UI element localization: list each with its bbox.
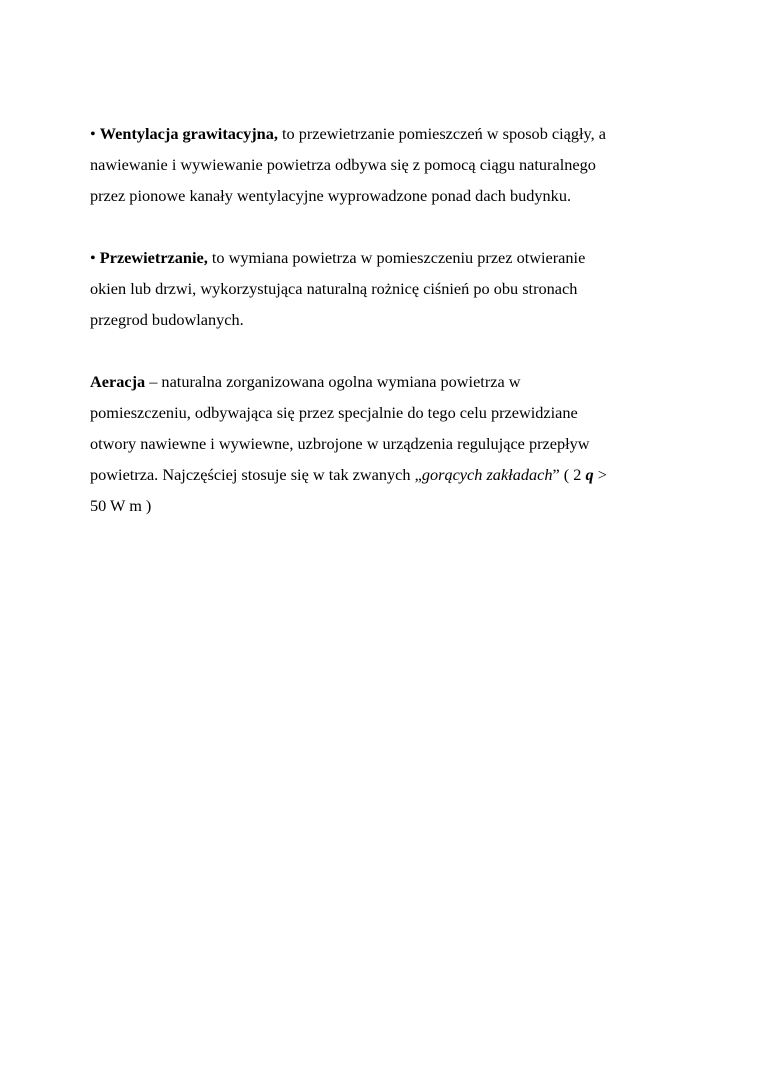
- text-fragment: powietrza. Najczęściej stosuje się w tak zwanych „: [90, 465, 422, 484]
- term-wentylacja-grawitacyjna: Wentylacja grawitacyjna,: [99, 124, 278, 143]
- text-line: [90, 242, 680, 273]
- bullet: •: [90, 124, 96, 143]
- term-aeracja: Aeracja: [90, 372, 146, 391]
- paragraph-aeracja: [90, 366, 680, 521]
- definition-text: to przewietrzanie pomieszczeń w sposob ciągły, a: [282, 124, 607, 143]
- text-line: 50 W m ): [90, 496, 152, 515]
- text-line: [90, 366, 680, 397]
- text-fragment: ” ( 2: [552, 465, 586, 484]
- text-line: okien lub drzwi, wykorzystująca naturalną rożnicę ciśnień po obu stronach: [90, 279, 578, 298]
- term-przewietrzanie: Przewietrzanie,: [99, 248, 208, 267]
- italic-term: gorących zakładach: [421, 465, 553, 484]
- text-line: nawiewanie i wywiewanie powietrza odbywa się z pomocą ciągu naturalnego: [90, 155, 596, 174]
- text-fragment: >: [593, 465, 607, 484]
- formula-variable: q: [585, 465, 594, 484]
- definition-text: to wymiana powietrza w pomieszczeniu przez otwieranie: [211, 248, 586, 267]
- text-line: przegrod budowlanych.: [90, 310, 244, 329]
- text-line: pomieszczeniu, odbywająca się przez specjalnie do tego celu przewidziane: [90, 403, 578, 422]
- text-line: [90, 459, 680, 490]
- definition-text: – naturalna zorganizowana ogolna wymiana powietrza w: [149, 372, 521, 391]
- text-line: otwory nawiewne i wywiewne, uzbrojone w urządzenia regulujące przepływ: [90, 434, 590, 453]
- paragraph-przewietrzanie: [90, 242, 680, 335]
- document-body: [90, 118, 680, 552]
- bullet: •: [90, 248, 96, 267]
- paragraph-wentylacja-grawitacyjna: [90, 118, 680, 211]
- text-line: przez pionowe kanały wentylacyjne wyprowadzone ponad dach budynku.: [90, 186, 572, 205]
- text-line: [90, 118, 680, 149]
